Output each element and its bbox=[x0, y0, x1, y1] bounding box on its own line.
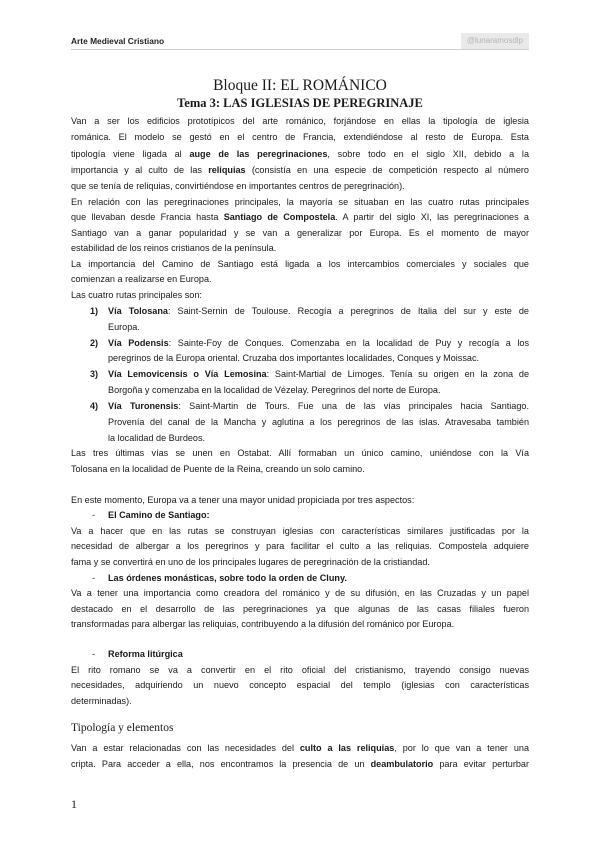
paragraph-line: estabilidad de los reinos cristianos de la península. bbox=[71, 243, 277, 253]
route-item-line: peregrinos de la Europa oriental. Cruzaba dos importantes localidades, Conques y Moissac. bbox=[108, 353, 480, 363]
route-item-line: Vía Turonensis: Saint-Martin de Tours. Fue una de las vías principales hacia Santiago. bbox=[108, 401, 529, 411]
list-number: 1) bbox=[90, 306, 99, 316]
aspect-heading: Las órdenes monásticas, sobre todo la orden de Cluny. bbox=[108, 573, 347, 583]
header-course-title: Arte Medieval Cristiano bbox=[71, 36, 165, 46]
page-header bbox=[71, 33, 529, 50]
paragraph-line: Van a estar relacionadas con las necesidades del culto a las reliquias, por lo que van a tener una bbox=[71, 743, 529, 753]
paragraph-line: Van a ser los edificios prototípicos del arte románico, forjándose en ellas la tipología de iglesia bbox=[71, 116, 529, 126]
list-dash: - bbox=[92, 649, 96, 659]
paragraph-line: Tolosana en la localidad de Puente de la Reina, creando un solo camino. bbox=[71, 464, 365, 474]
paragraph-line: comienzan a realizarse en Europa. bbox=[71, 274, 212, 284]
paragraph-line: Va a tener una importancia como creadora del románico y de su difusión, en las Cruzadas y un papel bbox=[71, 588, 529, 598]
route-item-line: Vía Tolosana: Saint-Sernin de Toulouse. Recogía a peregrinos de Italia del sur y este de bbox=[108, 306, 529, 316]
paragraph-line: cripta. Para acceder a ella, nos encontramos la presencia de un deambulatorio para evitar perturbar bbox=[71, 759, 529, 769]
paragraph-line: que llevaban desde Francia hasta Santiago de Compostela. A partir del siglo XI, las peregrinaciones a bbox=[71, 212, 529, 222]
paragraph-line: necesidades, adquiriendo un nuevo concepto espacial del templo (iglesias con características bbox=[71, 680, 529, 690]
routes-intro: Las cuatro rutas principales son: bbox=[71, 290, 202, 300]
paragraph-line: importancia y al culto de las reliquias (consistía en una especie de competición respecto al número bbox=[71, 165, 529, 175]
list-dash: - bbox=[92, 510, 96, 520]
header-author-handle: @lunaramosdlp bbox=[461, 33, 529, 49]
list-number: 2) bbox=[90, 338, 99, 348]
list-dash: - bbox=[92, 573, 96, 583]
paragraph-line: Va a hacer que en las rutas se construyan iglesias con características similares justificadas por la bbox=[71, 526, 529, 536]
route-item-line: Borgoña y comenzaba en la localidad de Vézelay. Peregrinos del norte de Europa. bbox=[108, 385, 441, 395]
topic-subtitle: Tema 3: LAS IGLESIAS DE PEREGRINAJE bbox=[177, 96, 423, 110]
paragraph-line: románica. El modelo se gestó en el centro de Francia, extendiéndose al resto de Europa. Esta bbox=[71, 132, 529, 142]
paragraph-line: que se tenía de reliquias, convirtiéndose en importantes centros de peregrinación). bbox=[71, 181, 405, 191]
route-item-line: Vía Podensis: Sainte-Foy de Conques. Comenzaba en la localidad de Puy y recogía a los bbox=[108, 338, 529, 348]
paragraph-line: La importancia del Camino de Santiago está ligada a los intercambios comerciales y sociales que bbox=[71, 259, 529, 269]
aspect-heading: Reforma litúrgica bbox=[108, 649, 183, 659]
route-item-line: la localidad de Burdeos. bbox=[108, 433, 206, 443]
section-heading: Tipología y elementos bbox=[71, 722, 174, 734]
paragraph-line: determinadas). bbox=[71, 696, 132, 706]
route-item-line: Vía Lemovicensis o Vía Lemosina: Saint-Martial de Limoges. Tenía su origen en la zona de bbox=[108, 369, 529, 379]
list-number: 4) bbox=[90, 401, 99, 411]
paragraph-line: necesidad de albergar a los peregrinos y para facilitar el culto a las reliquias. Compostela adquiere bbox=[71, 541, 529, 551]
route-item-line: Provenía del canal de la Mancha y aglutina a los peregrinos de las islas. Atravesaba también bbox=[108, 417, 529, 427]
route-item-line: Europa. bbox=[108, 322, 140, 332]
paragraph-line: destacado en el desarrollo de las peregrinaciones ya que algunas de las casas filiales fueron bbox=[71, 604, 529, 614]
paragraph-line: En este momento, Europa va a tener una mayor unidad propiciada por tres aspectos: bbox=[71, 495, 415, 505]
paragraph-line: En relación con las peregrinaciones principales, la mayoría se situaban en las cuatro rutas principales bbox=[71, 197, 529, 207]
aspect-heading: El Camino de Santiago: bbox=[108, 510, 210, 520]
paragraph-line: Santiago van a ganar popularidad y se van a generalizar por Europa. Es el momento de mayor bbox=[71, 228, 529, 238]
page-number: 1 bbox=[71, 797, 77, 811]
page-title: Bloque II: EL ROMÁNICO bbox=[213, 77, 387, 94]
paragraph-line: tipología viene ligada al auge de las peregrinaciones, sobre todo en el siglo XII, debido a la bbox=[71, 149, 529, 159]
paragraph-line: transformadas para albergar las reliquias, contribuyendo a la difusión del románico por Europa. bbox=[71, 619, 455, 629]
paragraph-line: El rito romano se va a convertir en el rito oficial del cristianismo, trayendo consigo nuevas bbox=[71, 665, 529, 675]
paragraph-line: fama y se convertirá en uno de los principales lugares de peregrinación de la cristiandad. bbox=[71, 557, 430, 567]
paragraph-line: Las tres últimas vías se unen en Ostabat. Allí formaban un único camino, uniéndose con la Vía bbox=[71, 448, 529, 458]
list-number: 3) bbox=[90, 369, 99, 379]
